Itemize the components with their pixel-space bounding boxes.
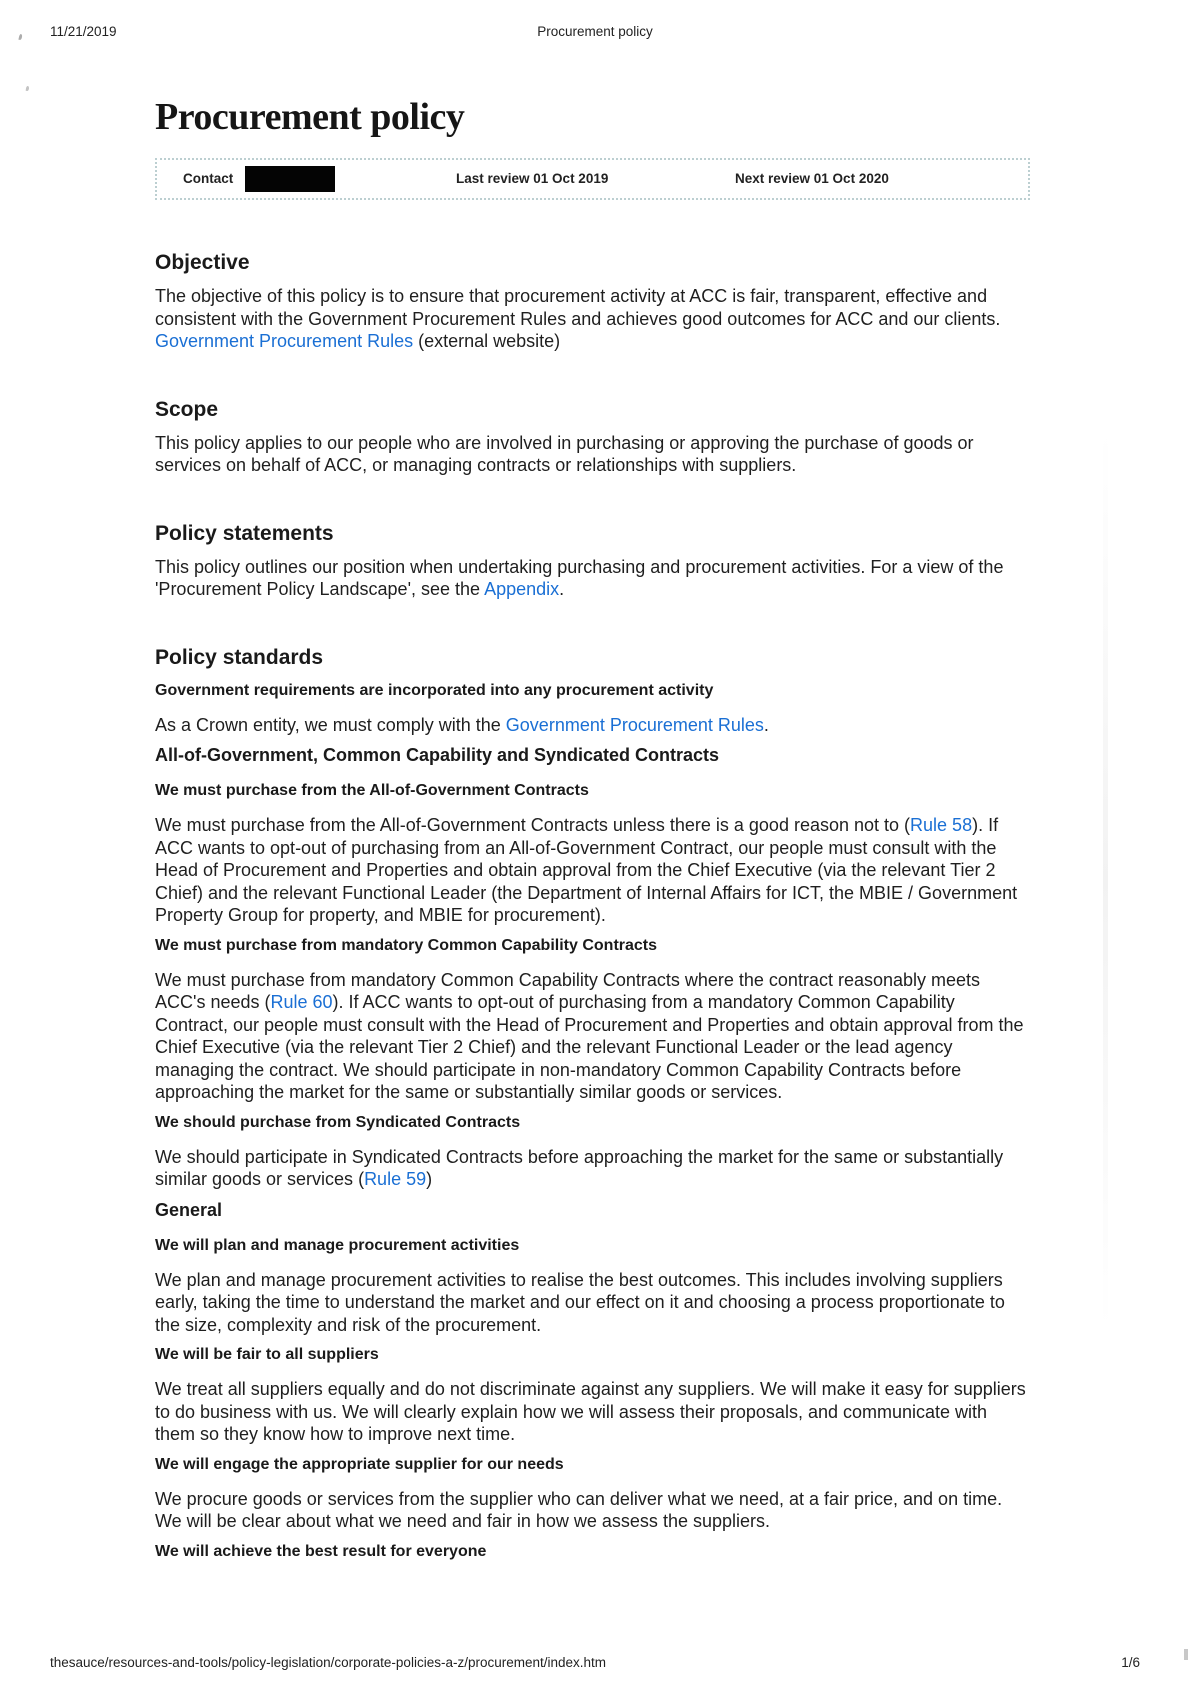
aog-contracts-paragraph — [155, 814, 1030, 927]
next-review-text: Next review 01 Oct 2020 — [735, 171, 889, 186]
text-run: As a Crown entity, we must comply with the — [155, 714, 506, 735]
engage-subheading: We will engage the appropriate supplier for our needs — [155, 1455, 564, 1473]
common-capability-subheading: We must purchase from mandatory Common Capability Contracts — [155, 936, 658, 954]
print-footer — [50, 1655, 1140, 1670]
aog-section-heading: All-of-Government, Common Capability and Syndicated Contracts — [155, 745, 720, 765]
fair-paragraph: We treat all suppliers equally and do not discriminate against any suppliers. We will make it easy for suppliers to do business with us. We will clearly explain how we will assess their proposals, and communicate with them so they know how to improve next time. — [155, 1379, 1026, 1444]
objective-heading: Objective — [155, 251, 250, 274]
syndicated-subheading: We should purchase from Syndicated Contracts — [155, 1113, 521, 1131]
print-header-title: Procurement policy — [537, 24, 653, 39]
redacted-contact-name — [245, 166, 335, 192]
meta-contact-cell — [183, 166, 456, 192]
scan-artifact — [1184, 1649, 1188, 1660]
scope-heading: Scope — [155, 397, 219, 421]
scan-artifact — [1103, 430, 1108, 1330]
syndicated-paragraph — [155, 1146, 1030, 1191]
text-run: . — [763, 714, 769, 735]
scope-paragraph: This policy applies to our people who are involved in purchasing or approving the purchase of goods or services on behalf of ACC, or managing contracts or relationships with suppliers. — [155, 432, 974, 475]
rule-59-link[interactable]: Rule 59 — [364, 1169, 427, 1189]
achieve-subheading: We will achieve the best result for everyone — [155, 1542, 487, 1560]
common-capability-paragraph — [155, 969, 1030, 1104]
text-run: We should participate in Syndicated Contracts before approaching the market for the same or substantially similar goods or services ( — [155, 1146, 1004, 1189]
gov-requirements-subheading: Government requirements are incorporated into any procurement activity — [155, 681, 714, 699]
text-run: We must purchase from mandatory Common Capability Contracts where the contract reasonably meets ACC's needs ( — [155, 969, 981, 1012]
government-procurement-rules-link-2[interactable]: Government Procurement Rules — [505, 714, 764, 735]
policy-standards-heading: Policy standards — [155, 645, 324, 669]
print-date: 11/21/2019 — [50, 24, 117, 39]
contact-label: Contact — [183, 171, 234, 186]
text-run: ). If ACC wants to opt-out of purchasing from a mandatory Common Capability Contract, our people must consult with the Head of Procurement and Properties and obtain approval from the Chief Executive (via the relevant Tier 2 Chief) and the relevant Functional Leader or the lead agency managing the contract. We should participate in non-mandatory Common Capability Contracts before approaching the market for the same or substantially similar goods or services. — [155, 992, 1024, 1102]
text-run: We must purchase from the All-of-Government Contracts unless there is a good reason not to ( — [155, 815, 911, 835]
text-run: ). If ACC wants to opt-out of purchasing from an All-of-Government Contract, our people must consult with the Head of Procurement and Properties and obtain approval from the Chief Executive (via the relevant Tier 2 Chief) and the relevant Functional Leader (the Department of Internal Affairs for ICT, the MBIE / Government Property Group for property, and MBIE for procurement). — [155, 815, 1018, 925]
scan-artifact — [26, 86, 30, 91]
plan-subheading: We will plan and manage procurement activities — [155, 1236, 520, 1254]
rule-60-link[interactable]: Rule 60 — [270, 992, 333, 1012]
footer-url: thesauce/resources-and-tools/policy-legislation/corporate-policies-a-z/procurement/index.htm — [50, 1655, 607, 1670]
objective-link-line — [155, 330, 1030, 353]
document-content — [155, 0, 1030, 1575]
fair-subheading: We will be fair to all suppliers — [155, 1346, 379, 1363]
footer-page-number: 1/6 — [1121, 1655, 1140, 1670]
policy-statements-paragraph — [155, 556, 1030, 601]
gov-requirements-paragraph — [155, 714, 1030, 737]
plan-paragraph: We plan and manage procurement activities to realise the best outcomes. This includes involving suppliers early, taking the time to understand the market and our effect on it and choosing a process proportionate to the size, complexity and risk of the procurement. — [155, 1269, 1005, 1335]
policy-meta-box — [155, 158, 1030, 200]
objective-text: The objective of this policy is to ensure that procurement activity at ACC is fair, transparent, effective and consistent with the Government Procurement Rules and achieves good outcomes for ACC and our clients. — [155, 286, 1001, 329]
aog-contracts-subheading: We must purchase from the All-of-Government Contracts — [155, 782, 589, 799]
government-procurement-rules-link[interactable]: Government Procurement Rules — [155, 331, 414, 351]
page-title: Procurement policy — [155, 96, 465, 138]
text-run: ) — [426, 1169, 433, 1189]
rule-58-link[interactable]: Rule 58 — [910, 815, 973, 835]
external-website-note: (external website) — [413, 331, 561, 351]
engage-paragraph: We procure goods or services from the supplier who can deliver what we need, at a fair price, and on time. We will be clear about what we need and fair in how we assess the suppliers. — [155, 1488, 1003, 1531]
last-review-text: Last review 01 Oct 2019 — [456, 171, 609, 186]
scan-artifact — [18, 34, 22, 40]
text-run: This policy outlines our position when undertaking purchasing and procurement activities. For a view of the 'Procurement Policy Landscape', see the — [155, 556, 1004, 599]
meta-last-review-cell — [456, 168, 735, 190]
objective-paragraph — [155, 285, 1030, 353]
text-run: . — [559, 579, 565, 599]
policy-statements-heading: Policy statements — [155, 521, 334, 545]
appendix-link[interactable]: Appendix — [484, 579, 560, 599]
general-section-heading: General — [155, 1199, 223, 1220]
meta-next-review-cell — [735, 168, 1028, 190]
